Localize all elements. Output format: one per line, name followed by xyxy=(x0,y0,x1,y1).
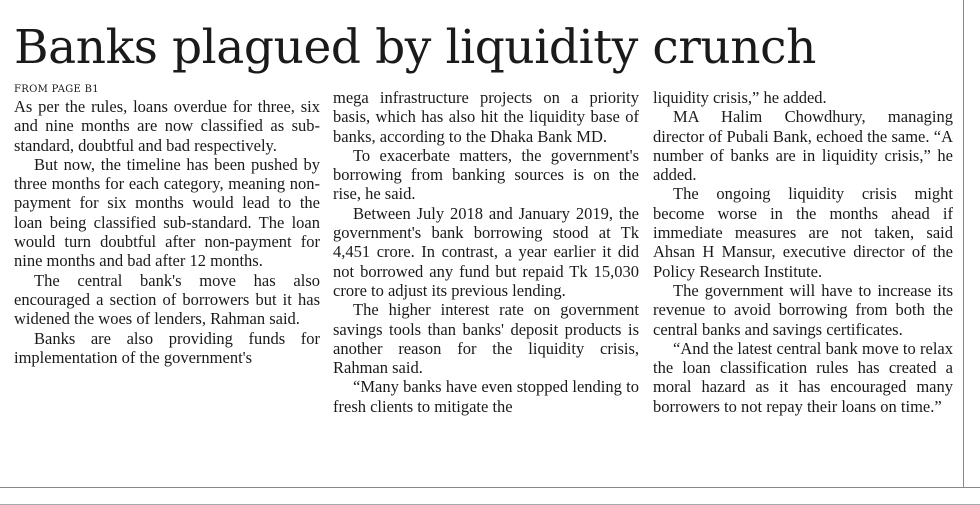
paragraph: liquidity crisis,” he added. xyxy=(653,88,827,107)
headline: Banks plagued by liquidity crunch xyxy=(14,20,816,75)
column-3 xyxy=(653,88,953,416)
bottom-rule xyxy=(0,487,980,488)
paragraph: Between July 2018 and January 2019, the government's bank borrowing stood at Tk 4,451 crore. In contrast, a year earlier it did not borrowed any fund but repaid Tk 15,030 crore to adjust its previous lending. xyxy=(333,203,639,300)
paragraph: “And the latest central bank move to relax the loan classification rules has created a moral hazard as it has encouraged many borrowers to not repay their loans on time.” xyxy=(653,338,953,416)
paragraph: mega infrastructure projects on a priority basis, which has also hit the liquidity base of banks, according to the Dhaka Bank MD. xyxy=(333,88,639,146)
paragraph: As per the rules, loans overdue for three, six and nine months are now classified as sub-standard, doubtful and bad respectively. xyxy=(14,97,320,155)
paragraph: To exacerbate matters, the government's borrowing from banking sources is on the rise, he said. xyxy=(333,145,639,204)
paragraph: The central bank's move has also encouraged a section of borrowers but it has widened the woes of lenders, Rahman said. xyxy=(14,270,320,329)
paragraph: MA Halim Chowdhury, managing director of Pubali Bank, echoed the same. “A number of banks are in liquidity crisis,” he added. xyxy=(653,107,953,185)
paragraph: The government will have to increase its revenue to avoid borrowing from both the central banks and savings certificates. xyxy=(653,280,953,339)
paragraph: The higher interest rate on government savings tools than banks' deposit products is another reason for the liquidity crisis, Rahman said. xyxy=(333,300,639,378)
kicker: FROM PAGE B1 xyxy=(14,84,99,95)
column-2 xyxy=(333,88,639,416)
paragraph: The ongoing liquidity crisis might become worse in the months ahead if immediate measures are not taken, said Ahsan H Mansur, executive director of the Policy Research Institute. xyxy=(653,184,953,281)
column-rule xyxy=(963,0,964,487)
paragraph: “Many banks have even stopped lending to fresh clients to mitigate the xyxy=(333,377,639,416)
paragraph: But now, the timeline has been pushed by three months for each category, meaning non-payment for six months would lead to the loan being classified sub-standard. The loan would turn doubtful after non-payment for nine months and bad after 12 months. xyxy=(14,154,320,271)
column-1 xyxy=(14,84,320,367)
paragraph: Banks are also providing funds for implementation of the government's xyxy=(14,328,320,367)
